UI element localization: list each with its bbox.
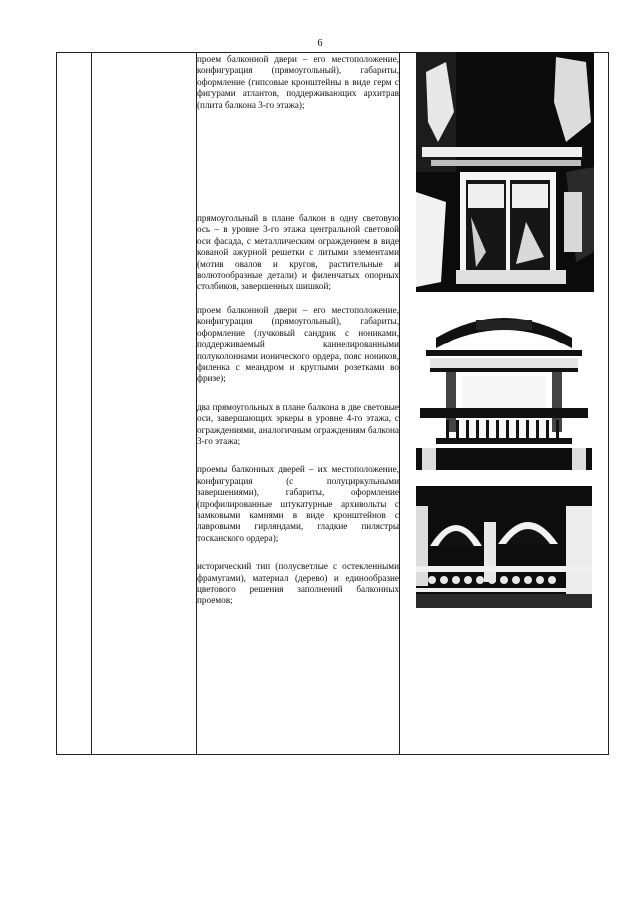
entry-erker-balconies: два прямоугольных в плане балкона в две световые оси, завершающих эркеры в уровне 4-го этажа, с ограждениями, аналогичным ограждениям балкона 3-го этажа;	[197, 401, 399, 446]
row-number-cell	[57, 53, 92, 755]
photo-erker-balconies	[416, 486, 592, 608]
photo-balcony-door-atlantes	[416, 52, 594, 292]
entry-balcony-door-atlantes: проем балконной двери – его местоположение, конфигурация (прямоугольный), габариты, оформление (гипсовые кронштейны в виде герм с фигурами атлантов, поддерживающих архитрав (плита балкона 3-го этажа);	[197, 54, 399, 110]
entry-balcony-3rd-floor: прямоугольный в плане балкон в одну световую ось – в уровне 3-го этажа центральной световой оси фасада, с металлическим ограждением в виде кованой ажурной решетки с литыми элементами (мотив овалов и кругов, растительные и волютообразные детали) и филенчатых опорных столбиков, завершенных шишкой;	[197, 213, 399, 292]
entry-balcony-door-pediment: проем балконной двери – его местоположение, конфигурация (прямоугольный), габариты, оформление (лучковый сандрик с нониками, поддерживаемый каннелированными полуколоннами ионического ордера, пояс ноников, филенка с меандром и круглыми розетками во фризе);	[197, 304, 399, 384]
entry-historic-fill-type: исторический тип (полусветлые с остекленными фрамугами), материал (дерево) и единообразие цветового решения заполнений балконных проемов;	[197, 561, 399, 606]
element-name-cell	[92, 53, 197, 755]
entry-balcony-doors-arched: проемы балконных дверей – их местоположение, конфигурация (с полуциркульными завершениями), габариты, оформление (профилированные штукатурные архивольты с замковыми камнями в виде кронштейнов с лавровыми гирляндами, гладкие пилястры тосканского ордера);	[197, 464, 399, 543]
description-cell	[197, 53, 400, 755]
photo-balcony-door-pediment	[416, 298, 592, 470]
page-number: 6	[317, 38, 323, 49]
